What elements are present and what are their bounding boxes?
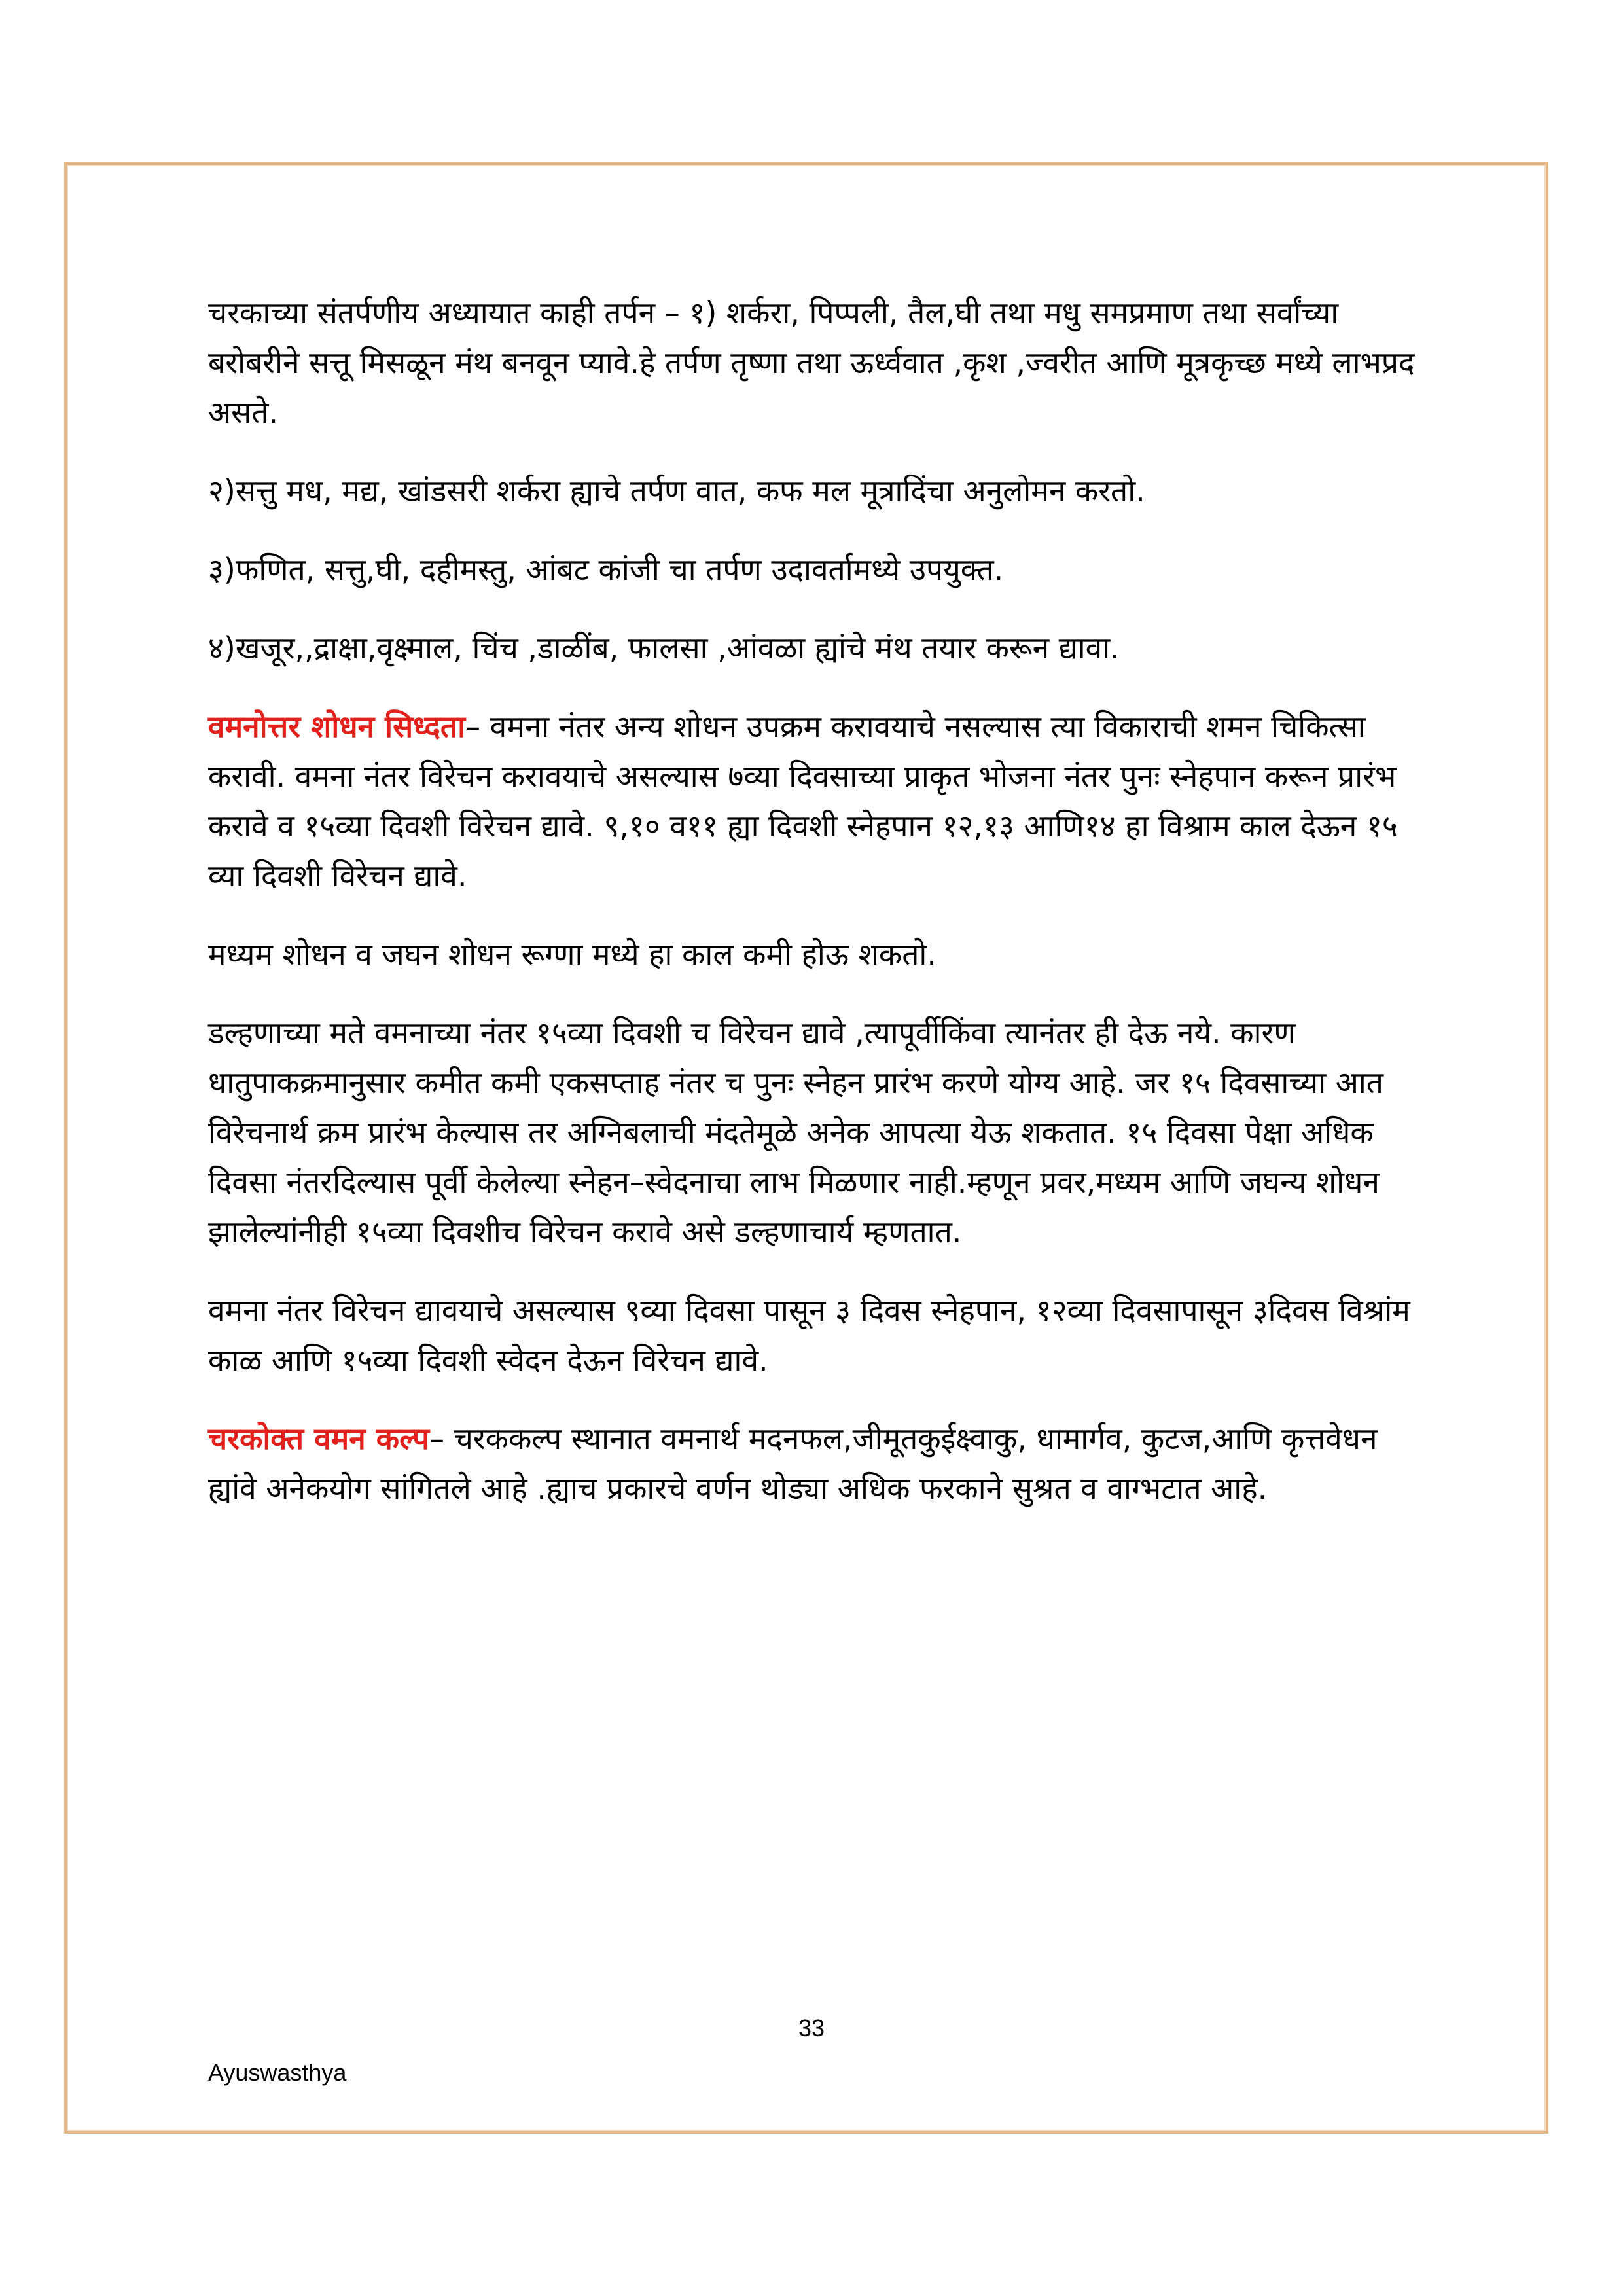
paragraph-text: चरकाच्या संतर्पणीय अध्यायात काही तर्पन – १) शर्करा, पिप्पली, तैल,घी तथा मधु समप्रमाण तथा सर्वांच्या बरोबरीने सत्तू मिसळून मंथ बनवून प्यावे.हे तर्पण तृष्णा तथा ऊर्ध्ववात ,कृश ,ज्वरीत आणि मूत्रकृच्छ मध्ये लाभप्रद असते. (208, 295, 1415, 430)
footer-label: Ayuswasthya (208, 2059, 347, 2086)
paragraph-tarpan-3 (208, 545, 1425, 594)
paragraph-text: ३)फणित, सत्तु,घी, दहीमस्तु, आंबट कांजी चा तर्पण उदावर्तामध्ये उपयुक्त. (208, 552, 1004, 587)
paragraph-tarpan-4 (208, 623, 1425, 673)
section-heading: वमनोत्तर शोधन सिध्दता (208, 709, 466, 744)
paragraph-text: २)सत्तु मध, मद्य, खांडसरी शर्करा ह्याचे तर्पण वात, कफ मल मूत्रादिंचा अनुलोमन करतो. (208, 473, 1145, 509)
paragraph-charakokt-vaman-kalp (208, 1414, 1425, 1513)
paragraph-text: – चरककल्प स्थानात वमनार्थ मदनफल,जीमूतकुईक्ष्वाकु, धामार्गव, कुटज,आणि कृत्तवेधन ह्यांवे अनेकयोग सांगितले आहे .ह्याच प्रकारचे वर्णन थोड्या अधिक फरकाने सुश्रत व वाग्भटात आहे. (208, 1421, 1378, 1506)
paragraph-madhyam-shodhan (208, 929, 1425, 979)
paragraph-tarpan-1 (208, 288, 1425, 437)
paragraph-virechan-schedule (208, 1285, 1425, 1385)
paragraph-dalhan-mat (208, 1008, 1425, 1257)
paragraph-text: वमना नंतर विरेचन द्यावयाचे असल्यास ९व्या दिवसा पासून ३ दिवस स्नेहपान, १२व्या दिवसापासून ३दिवस विश्रांम काळ आणि १५व्या दिवशी स्वेदन देऊन विरेचन द्यावे. (208, 1293, 1410, 1378)
document-body (208, 288, 1425, 1542)
paragraph-text: मध्यम शोधन व जघन शोधन रूग्णा मध्ये हा काल कमी होऊ शकतो. (208, 937, 936, 972)
page-number: 33 (798, 2015, 825, 2041)
paragraph-text: – वमना नंतर अन्य शोधन उपक्रम करावयाचे नसल्यास त्या विकाराची शमन चिकित्सा करावी. वमना नंतर विरेचन करावयाचे असल्यास ७व्या दिवसाच्या प्राकृत भोजना नंतर पुनः स्नेहपान करून प्रारंभ करावे व १५व्या दिवशी विरेचन द्यावे. ९,१० व११ ह्या दिवशी स्नेहपान १२,१३ आणि१४ हा विश्राम काल देऊन १५ व्या दिवशी विरेचन द्यावे. (208, 709, 1398, 893)
paragraph-text: डल्हणाच्या मते वमनाच्या नंतर १५व्या दिवशी च विरेचन द्यावे ,त्यापूर्वीकिंवा त्यानंतर ही देऊ नये. कारण धातुपाकक्रमानुसार कमीत कमी एकसप्ताह नंतर च पुनः स्नेहन प्रारंभ करणे योग्य आहे. जर १५ दिवसाच्या आत विरेचनार्थ क्रम प्रारंभ केल्यास तर अग्निबलाची मंदतेमूळे अनेक आपत्या येऊ शकतात. १५ दिवसा पेक्षा अधिक दिवसा नंतरदिल्यास पूर्वी केलेल्या स्नेहन–स्वेदनाचा लाभ मिळणार नाही.म्हणून प्रवर,मध्यम आणि जघन्य शोधन झालेल्यांनीही १५व्या दिवशीच विरेचन करावे असे डल्हणाचार्य म्हणतात. (208, 1015, 1383, 1249)
paragraph-vamanottar-shodhan (208, 702, 1425, 901)
paragraph-text: ४)खजूर,,द्राक्षा,वृक्ष्माल, चिंच ,डाळींब, फालसा ,आंवळा ह्यांचे मंथ तयार करून द्यावा. (208, 630, 1120, 666)
section-heading: चरकोक्त वमन कल्प (208, 1421, 429, 1456)
paragraph-tarpan-2 (208, 466, 1425, 516)
